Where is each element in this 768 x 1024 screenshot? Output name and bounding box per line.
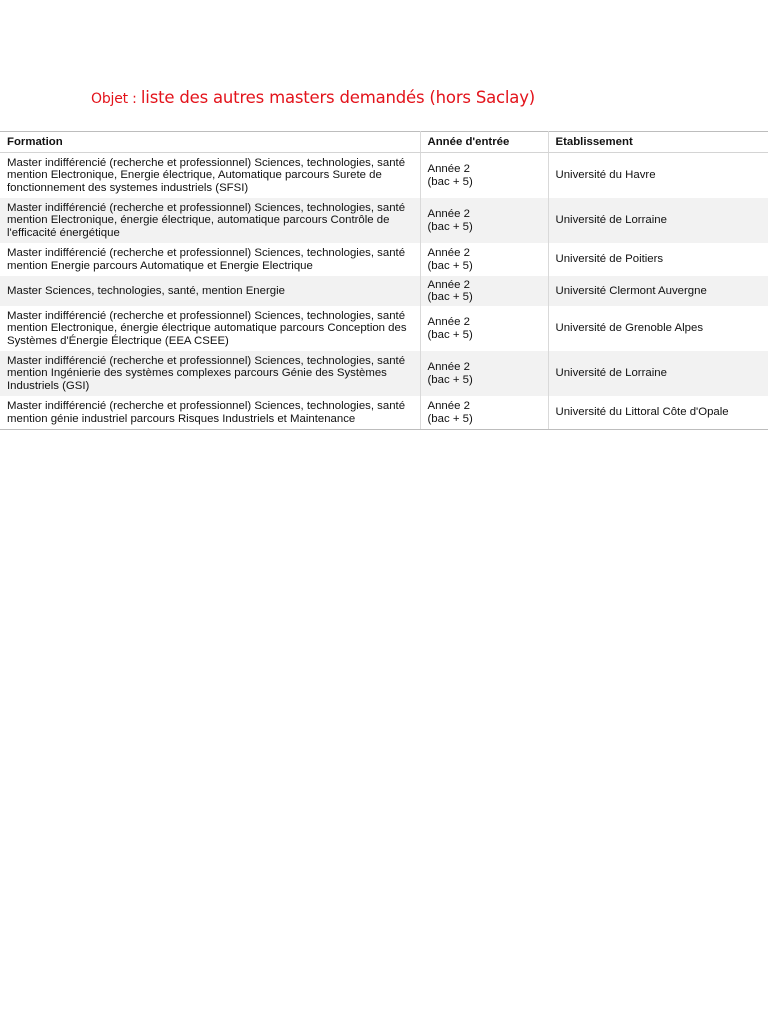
annee-entree-cell: [420, 351, 548, 396]
niveau-value: (bac + 5): [427, 373, 473, 386]
annee-entree-cell: [420, 306, 548, 351]
formation-cell: Master indifférencié (recherche et professionnel) Sciences, technologies, santé mention Energie parcours Automatique et Energie Electrique: [0, 243, 420, 276]
table-row: [0, 198, 768, 243]
formation-cell: Master indifférencié (recherche et professionnel) Sciences, technologies, santé mention génie industriel parcours Risques Industriels et Maintenance: [0, 396, 420, 430]
table-row: [0, 351, 768, 396]
table-row: [0, 396, 768, 430]
table-header: [0, 132, 768, 153]
etablissement-cell: Université de Poitiers: [548, 243, 768, 276]
etablissement-cell: Université Clermont Auvergne: [548, 276, 768, 306]
etablissement-cell: Université du Littoral Côte d'Opale: [548, 396, 768, 430]
etablissement-cell: Université de Lorraine: [548, 351, 768, 396]
etablissement-cell: Université du Havre: [548, 153, 768, 199]
formation-cell: Master Sciences, technologies, santé, mention Energie: [0, 276, 420, 306]
annee-value: Année 2: [427, 316, 470, 329]
column-header-formation: Formation: [0, 132, 420, 153]
annee-entree-cell: [420, 243, 548, 276]
formation-cell: Master indifférencié (recherche et professionnel) Sciences, technologies, santé mention Electronique, Energie électrique, Automatique parcours Surete de fonctionnement des systemes industriels (SFSI): [0, 153, 420, 199]
niveau-value: (bac + 5): [427, 328, 473, 341]
niveau-value: (bac + 5): [427, 175, 473, 188]
table-body: [0, 153, 768, 430]
table-row: [0, 153, 768, 199]
heading-prefix: Objet :: [91, 91, 141, 107]
annee-value: Année 2: [427, 247, 470, 260]
masters-table: [0, 131, 768, 430]
annee-entree-cell: [420, 396, 548, 430]
niveau-value: (bac + 5): [427, 291, 473, 303]
table-row: [0, 306, 768, 351]
etablissement-cell: Université de Lorraine: [548, 198, 768, 243]
niveau-value: (bac + 5): [427, 220, 473, 233]
etablissement-cell: Université de Grenoble Alpes: [548, 306, 768, 351]
annee-value: Année 2: [427, 361, 470, 374]
annee-entree-cell: [420, 198, 548, 243]
annee-entree-cell: [420, 153, 548, 199]
heading-title: liste des autres masters demandés (hors Saclay): [140, 88, 535, 107]
column-header-annee-entree: Année d'entrée: [420, 132, 548, 153]
annee-value: Année 2: [427, 208, 470, 221]
annee-value: Année 2: [427, 278, 470, 291]
formation-cell: Master indifférencié (recherche et professionnel) Sciences, technologies, santé mention Electronique, énergie électrique, automatique parcours Contrôle de l'efficacité énergétique: [0, 198, 420, 243]
niveau-value: (bac + 5): [427, 259, 473, 272]
formation-cell: Master indifférencié (recherche et professionnel) Sciences, technologies, santé mention Ingénierie des systèmes complexes parcours Génie des Systèmes Industriels (GSI): [0, 351, 420, 396]
annee-value: Année 2: [427, 163, 470, 176]
header-row: [0, 132, 768, 153]
annee-value: Année 2: [427, 400, 470, 413]
niveau-value: (bac + 5): [427, 412, 473, 425]
column-header-etablissement: Etablissement: [548, 132, 768, 153]
document-heading: [91, 88, 535, 107]
table-row: [0, 243, 768, 276]
annee-entree-cell: [420, 276, 548, 306]
formation-cell: Master indifférencié (recherche et professionnel) Sciences, technologies, santé mention Electronique, énergie électrique automatique parcours Conception des Systèmes d'Énergie Électrique (EEA CSEE): [0, 306, 420, 351]
table-row: [0, 276, 768, 306]
